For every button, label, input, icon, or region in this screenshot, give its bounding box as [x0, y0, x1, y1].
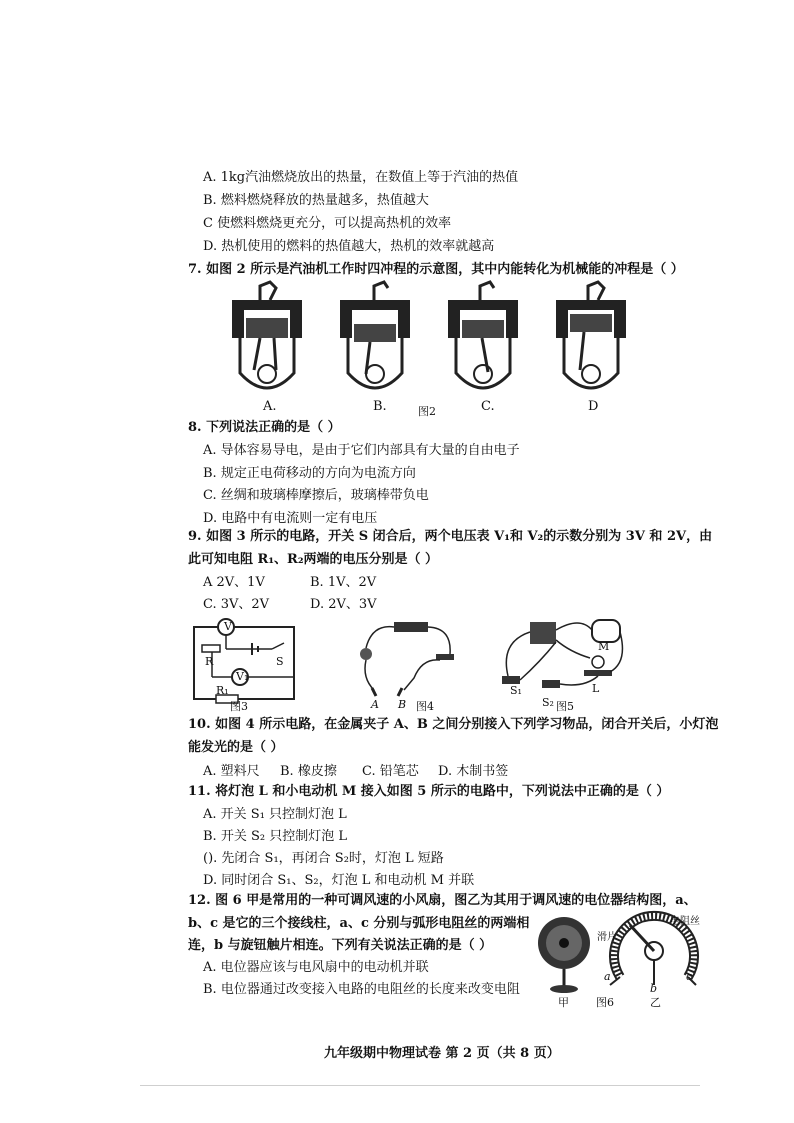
engine-diagram-d [556, 282, 626, 388]
fig3-label-r: R [205, 655, 214, 668]
figure-2-engine-strokes [230, 278, 650, 413]
q9-stem-line2: 此可知电阻 R₁、R₂两端的电压分别是（ ） [188, 552, 439, 567]
fig6-label-c: c [686, 970, 693, 983]
q9-option-b: B. 1V、2V [310, 575, 377, 590]
fig4-label-b: B [398, 698, 407, 711]
q9-option-c: C. 3V、2V [203, 597, 270, 612]
engine-diagram-a [232, 282, 302, 388]
q12-stem-line3: 连，b 与旋钮触片相连。下列有关说法正确的是（ ） [188, 938, 493, 953]
switch-s-icon [272, 643, 284, 649]
q10-option-c: C. 铅笔芯 [362, 764, 419, 779]
q12-stem-line1: 12. 图 6 甲是常用的一种可调风速的小风扇，图乙为其用于调风速的电位器结构图，a、 [188, 893, 697, 908]
q8-option-b: B. 规定正电荷移动的方向为电流方向 [203, 466, 416, 481]
page-footer: 九年级期中物理试卷 第 2 页（共 8 页） [324, 1046, 560, 1061]
q10-stem-line2: 能发光的是（ ） [188, 740, 284, 755]
q10-option-a: A. 塑料尺 [203, 764, 260, 779]
fig5-caption: 图5 [556, 700, 574, 713]
battery-box-icon [530, 622, 556, 644]
fan-jia-icon [538, 917, 590, 993]
q9-stem-line1: 9. 如图 3 所示的电路，开关 S 闭合后，两个电压表 V₁和 V₂的示数分别为 3V 和 2V，由 [188, 529, 713, 544]
q8-option-c: C. 丝绸和玻璃棒摩擦后，玻璃棒带负电 [203, 488, 429, 503]
q10-stem-line1: 10. 如图 4 所示电路，在金属夹子 A、B 之间分别接入下列学习物品，闭合开关后，小灯泡 [188, 717, 719, 732]
fig3-label-s: S [276, 655, 284, 668]
q11-option-d: D. 同时闭合 S₁、S₂，灯泡 L 和电动机 M 并联 [203, 873, 475, 888]
fig6-label-huapian: 滑片 [597, 932, 617, 943]
fig2-label-b: B. [373, 399, 387, 414]
fig6-label-yi: 乙 [650, 996, 661, 1009]
q10-option-b: B. 橡皮擦 [280, 764, 337, 779]
switch-s2-icon [542, 680, 560, 688]
fig2-label-c: C. [481, 399, 495, 414]
fig2-caption: 图2 [418, 405, 436, 418]
fig6-label-dianzusi: 电阻丝 [670, 916, 700, 927]
motor-m-icon [592, 620, 620, 642]
q8-option-d: D. 电路中有电流则一定有电压 [203, 511, 378, 526]
bottom-divider [140, 1085, 700, 1086]
switch-icon [436, 654, 454, 660]
fig6-caption: 图6 [596, 996, 614, 1009]
fig3-caption: 图3 [230, 700, 248, 713]
fig5-label-m: M [598, 640, 610, 653]
q8-option-a: A. 导体容易导电，是由于它们内部具有大量的自由电子 [203, 443, 520, 458]
battery-icon [394, 622, 428, 632]
fig2-label-a: A. [263, 399, 277, 414]
engine-diagram-b [340, 282, 410, 388]
q10-option-d: D. 木制书签 [438, 764, 509, 779]
figure-4-bulb-circuit [352, 618, 462, 698]
q7-stem: 7. 如图 2 所示是汽油机工作时四冲程的示意图，其中内能转化为机械能的冲程是（ ） [188, 262, 684, 277]
fig6-label-b: b [650, 982, 658, 995]
fig4-caption: 图4 [416, 700, 434, 713]
q11-stem: 11. 将灯泡 L 和小电动机 M 接入如图 5 所示的电路中，下列说法中正确的是（ ） [188, 784, 670, 799]
q11-option-c: (). 先闭合 S₁，再闭合 S₂时，灯泡 L 短路 [203, 851, 444, 866]
fig5-label-l: L [592, 682, 600, 695]
fig6-label-a: a [604, 970, 611, 983]
q11-option-b: B. 开关 S₂ 只控制灯泡 L [203, 829, 347, 844]
q6-option-c: C 使燃料燃烧更充分，可以提高热机的效率 [203, 216, 452, 231]
q8-stem: 8. 下列说法正确的是（ ） [188, 420, 341, 435]
fig3-label-r1: R₁ [216, 684, 229, 697]
q9-option-d: D. 2V、3V [310, 597, 377, 612]
q11-option-a: A. 开关 S₁ 只控制灯泡 L [203, 807, 347, 822]
lamp-l-icon [592, 656, 604, 668]
q6-option-d: D. 热机使用的燃料的热值越大，热机的效率就越高 [203, 239, 495, 254]
switch-s1-icon [502, 676, 520, 684]
fig5-label-s2: S₂ [542, 696, 554, 709]
bulb-icon [360, 648, 372, 660]
q9-option-a: A 2V、1V [203, 575, 265, 590]
fig6-label-jia: 甲 [558, 996, 569, 1009]
fig5-label-s1: S₁ [510, 684, 522, 697]
q12-option-b: B. 电位器通过改变接入电路的电阻丝的长度来改变电阻 [203, 982, 520, 997]
engine-diagram-c [448, 282, 518, 388]
resistor-r-icon [202, 645, 220, 652]
fig3-label-v1: V₁ [236, 670, 249, 683]
q6-option-a: A. 1kg汽油燃烧放出的热量，在数值上等于汽油的热值 [203, 170, 519, 185]
q12-stem-line2: b、c 是它的三个接线柱，a、c 分别与弧形电阻丝的两端相 [188, 916, 530, 931]
fig2-label-d: D [588, 399, 599, 414]
q12-option-a: A. 电位器应该与电风扇中的电动机并联 [203, 960, 429, 975]
q6-option-b: B. 燃料燃烧释放的热量越多，热值越大 [203, 193, 429, 208]
fig4-label-a: A [371, 698, 379, 711]
fig3-label-v: V [224, 620, 232, 633]
